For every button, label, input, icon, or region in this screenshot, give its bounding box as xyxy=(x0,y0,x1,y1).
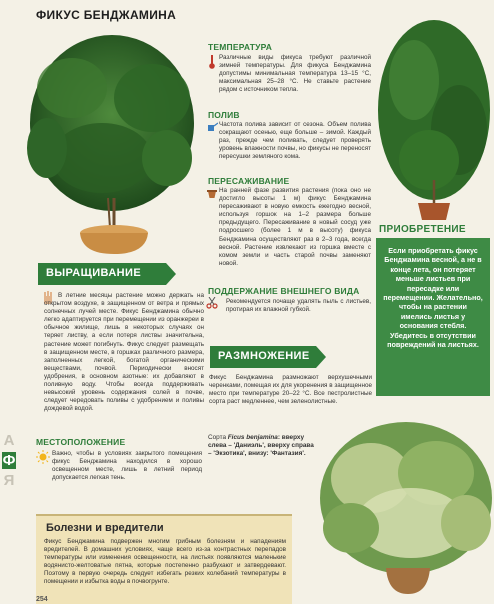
caption-varieties: : вверху слева – 'Даниэль', вверху справа – 'Экзотика', внизу: 'Фантазия'. xyxy=(208,434,314,458)
sun-icon xyxy=(36,450,50,464)
growing-banner xyxy=(38,263,166,285)
temperature-text: Различные виды фикуса требуют различной зимней температуры. Для фикуса Бенджамина допустимы минимальная температура 13–15 °С, максимальная 25–28 °С. Не ставьте растение рядом с источником тепла. xyxy=(219,54,371,94)
propagation-banner xyxy=(210,346,316,368)
temperature-heading: ТЕМПЕРАТУРА xyxy=(208,42,273,52)
propagation-text: Фикус Бенджамина размножают верхушечными черенками, помещая их для укоренения в защищенное место при температуре 20–22 °С. Все пестролистные сорта раст медленнее, чем зеленолистные. xyxy=(209,374,372,406)
pests-heading: Болезни и вредители xyxy=(46,522,164,534)
acquisition-text: Если приобретать фикус Бенджамина весной, а не в конце лета, он потеряет меньше листьев при пересадке или перемещении. Желательно, чтобы на растении имелись листья у основания стебля. Убедитесь в отсутствии повреждений на листьях. xyxy=(383,246,483,350)
side-letter-a: А xyxy=(3,432,15,449)
pests-text: Фикус Бенджамина подвержен многим грибным болезням и нападениям вредителей. В домашних условиях, чаще всего из-за контрастных перепадов температуры или изменения освещенности, на листьях появляются маленькие водянисто-желтоватые пятна, которые постепенно разбухают и затвердевают. Поэтому в первую очередь следует избегать резких колебаний температуры в помещении и избытка воды в почвогрунте. xyxy=(44,538,286,586)
pot-icon xyxy=(207,188,217,198)
appearance-text: Рекомендуется почаще удалять пыль с листьев, протирая их влажной губкой. xyxy=(226,298,371,314)
side-index-letters xyxy=(2,432,16,489)
thermometer-icon xyxy=(207,55,217,69)
page-title: ФИКУС БЕНДЖАМИНА xyxy=(36,8,177,22)
pests-box xyxy=(36,514,292,604)
caption-species: Ficus benjamina xyxy=(227,434,278,441)
transplant-text: На ранней фазе развития растения (пока оно не достигло высоты 1 м) фикус Бенджамина пересаживают в новую емкость ежегодно весной, используя горшок на 1–2 размера больше предыдущего. Пересаживание в новый сосуд уже подросшего (более 1 м в высоту) фикуса Бенджамина осуществляют раз в 2–3 года, всегда весной. Растение извлекают из горшка вместе с комом земли и часть старой почвы заменяют новой. xyxy=(219,187,371,267)
watering-text: Частота полива зависит от сезона. Объем полива сокращают осенью, еще больше – зимой. Каждый раз, прежде чем поливать, следует проверять уровень влажности почвы, но фикусы не переносят пересушки земляного кома. xyxy=(219,121,371,161)
plant-photo-fantasia xyxy=(316,418,494,598)
watering-heading: ПОЛИВ xyxy=(208,110,240,120)
scissors-icon xyxy=(206,297,218,309)
caption-prefix: Сорта xyxy=(208,434,228,441)
plant-photo-exotica xyxy=(374,10,494,220)
page-number: 254 xyxy=(36,596,48,603)
photo-caption xyxy=(208,434,316,459)
growing-text: В летние месяцы растение можно держать на открытом воздухе, в защищенном от ветра и прямых солнечных лучей месте. Фикус Бенджамина обычно легко адаптируется при перемещении из оранжереи в обычное жилище, лишь в некоторых случаях он теряет листву, а если потеря листвы значительна, растение может погибнуть. Фикус следует размещать в защищенном месте, в горшках различного размера, заполненных легкой, богатой органическими веществами, почвой. Периодически вносят удобрения, в основном азотные: их добавляют в поливную воду. Чтобы всегда поддерживать невысокий уровень содержания солей в почве, следует чередовать поливы с удобрением и поливы дождевой водой. xyxy=(44,292,204,413)
plant-photo-daniel xyxy=(22,28,202,256)
location-heading: МЕСТОПОЛОЖЕНИЕ xyxy=(36,437,126,447)
growing-heading: ВЫРАЩИВАНИЕ xyxy=(46,267,142,279)
propagation-heading: РАЗМНОЖЕНИЕ xyxy=(218,350,310,362)
location-text: Важно, чтобы в условиях закрытого помещения фикус Бенджамина находился в хорошо освещенном месте, лишь в летний период допускается легкая тень. xyxy=(52,450,202,482)
side-letter-f: Ф xyxy=(2,452,16,469)
transplant-heading: ПЕРЕСАЖИВАНИЕ xyxy=(208,176,290,186)
acquisition-box xyxy=(376,238,490,396)
acquisition-heading: ПРИОБРЕТЕНИЕ xyxy=(379,224,466,235)
appearance-heading: ПОДДЕРЖАНИЕ ВНЕШНЕГО ВИДА xyxy=(208,286,360,296)
side-letter-ya: Я xyxy=(3,472,15,489)
watering-can-icon xyxy=(206,122,218,132)
